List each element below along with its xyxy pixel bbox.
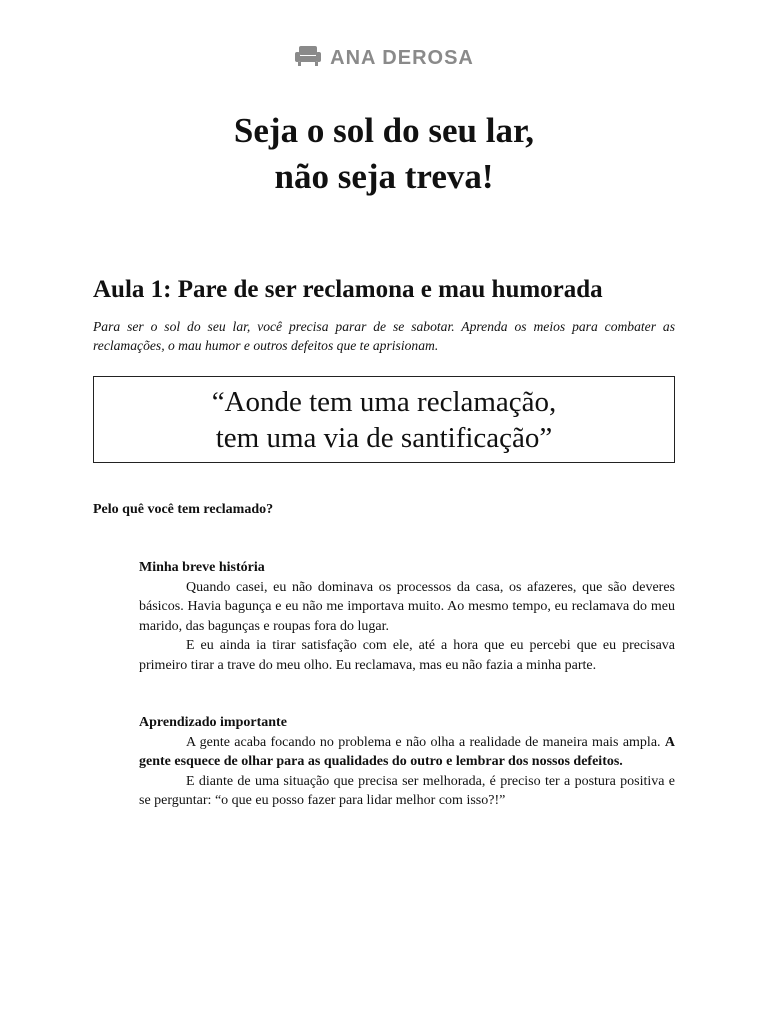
story-section [139,558,675,675]
learning-heading: Aprendizado importante [139,715,287,730]
armchair-icon [294,44,322,73]
lesson-title: Aula 1: Pare de ser reclamona e mau humorada [93,276,603,303]
brand-name: ANA DEROSA [330,47,474,69]
page-title-line-1: Seja o sol do seu lar, [233,111,535,150]
learning-paragraph-2: E diante de uma situação que precisa ser melhorada, é preciso ter a postura positiva e se perguntar: “o que eu posso fazer para lidar melhor com isso?!” [139,773,675,808]
story-paragraph-1: Quando casei, eu não dominava os processos da casa, os afazeres, que são deveres básicos. Havia bagunça e eu não me importava muito. Ao mesmo tempo, eu reclamava do meu marido, das bagunças e roupas fora do lugar. [139,579,675,634]
page-title-line-2: não seja treva! [274,157,494,196]
question-prompt: Pelo quê você tem reclamado? [93,502,274,517]
learning-section [139,713,675,811]
quote-line-2: tem uma via de santificação” [215,421,553,454]
learning-paragraph-1-emphasis: A gente esquece de olhar para as qualidades do outro e lembrar dos nossos defeitos. [139,734,675,769]
quote-line-1: “Aonde tem uma reclamação, [211,385,557,418]
story-heading: Minha breve história [139,560,265,575]
quote-box [93,376,675,463]
learning-paragraph-1-text: A gente acaba focando no problema e não olha a realidade de maneira mais ampla. [186,734,665,750]
page-title [0,108,768,200]
brand-header [0,44,768,73]
lesson-intro: Para ser o sol do seu lar, você precisa parar de se sabotar. Aprenda os meios para combater as reclamações, o mau humor e outros defeitos que te aprisionam. [93,319,675,353]
learning-paragraph-1 [139,733,675,772]
story-paragraph-2: E eu ainda ia tirar satisfação com ele, até a hora que eu percebi que eu precisava primeiro tirar a trave do meu olho. Eu reclamava, mas eu não fazia a minha parte. [139,638,675,673]
